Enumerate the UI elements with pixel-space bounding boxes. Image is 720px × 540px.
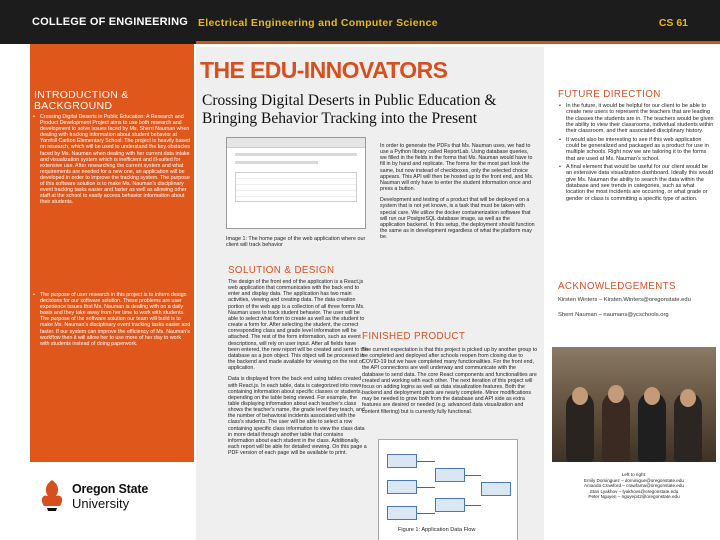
figure-caption: Figure 1: Application Data Flow [398,527,476,533]
finished-heading: FINISHED PRODUCT [362,331,466,342]
diagram-edge [465,475,481,476]
intro-bullets-1 [33,114,191,205]
backend-text [380,143,536,245]
diagram-edge [417,513,435,514]
solution-paragraph: The design of the front end of the application is a React.js web application that communicates with the back end to enter and display data. The application has two main activities, viewing and creating data. The data creation portion of the web app is a collection of all three forms Ms. Nauman uses to track student behavior. The user will be able to select what form to create as well as the student to create a form for. After selecting the student, the correct corresponding class and grade level information will be attached. The rest of the form information, such as event descriptions, will rely on user input. After all fields have been entered, the new report will be created and sent to the database as a json object. This object will be processed in the backend and made available for viewing on the rest of application. [228,279,368,372]
diagram-node [435,468,465,482]
diagram-node [387,506,417,520]
intro-bullet: • Crossing Digital Deserts in Public Education: A Research and Product Development Project aims to use both research and development to solve issues faced by Ms. Sherri Nauman when dealing with tracking information about student behavior at Yamhill Carlton Elementary School. The project is heavily based on research, which will be used to understand the key obstacles faced by Ms. Nauman when dealing with her current data intake and visualization system which is inefficient and ill-suited for extensive use. After researching the current system and what requirements are needed for a new one, an application will be developed in order to improve the tracking system. The purpose of this software solution is to make Ms. Nauman's disciplinary event tracking tasks easier and faster as well as allowing other staff at the school to easily access behavior information about their students. [33,114,191,205]
intro-heading: INTRODUCTION & BACKGROUND [34,89,129,112]
ack-line: Kirsten Winters – Kirsten.Winters@oregonstate.edu [558,297,691,303]
intro-bullet: • The purpose of user research in this project is to inform design decisions for our software solution. These problems are user experience issues that Ms. Nauman is dealing with on a daily basis and they take away from her time to work with students. The purpose of the software solution our team will build is to make Ms. Nauman's disciplinary event tracking tasks easier and faster. If our system can improve the efficiency of Ms. Nauman's workflow then it will allow her to use more of her day to work with students instead of doing paperwork. [33,292,191,347]
diagram-node [387,454,417,468]
finished-text [362,347,538,415]
poster-title: THE EDU-INNOVATORS [200,57,448,83]
acknowledgements-heading: ACKNOWLEDGEMENTS [558,281,676,292]
diagram-edge [417,461,435,462]
course-number: CS 61 [658,17,688,29]
backend-paragraph: Development and testing of a product that will be deployed on a system that is not yet known, is a task that must be taken with special care. We utilize the docker containerization software that will run our PostgreSQL database image, as well as the application backend. In this setup, the deployment should function the same as in development regardless of what the platform may be. [380,197,535,241]
future-bullets [558,103,714,204]
logo-line-1: Oregon State [72,482,149,496]
diagram-edge [465,505,481,506]
future-bullet: • It would also be interesting to see if this web application could be generalized and packaged as a product for use in multiple schools. Right now we are tailoring it to the forms that are used at Ms. Nauman's school. [558,137,714,162]
data-flow-diagram [378,439,518,540]
acknowledgements [558,297,714,326]
team-photo [552,347,716,462]
future-bullet: • In the future, it would be helpful for our client to be able to create new users to represent the teachers that are leading the classes the students are in. The teachers would be given the ability to view their classrooms, individual students within their classroom, and their associated disciplinary history. [558,103,714,135]
osu-seal-icon [38,478,66,512]
poster-subtitle: Crossing Digital Deserts in Public Education & Bringing Behavior Tracking into the Present [202,92,497,127]
solution-paragraph: Data is displayed from the back end using tables created with React.js. In each table, data is categorized into rows containing information about specific classes or students, depending on the table being viewed. For example, the table displaying information about each teacher's class shows the teacher's name, the grade level they teach, and the number of behavioral incidents associated with the class's students. The user will be able to select a row containing specific class information to view the class data in more detail through another table that contains information about each student in the class. Additionally, each report will be able for detailed viewing. On this page a PDF version of each page will be available to print. [228,376,367,457]
left-column [0,44,196,540]
right-column [544,47,720,540]
solution-text [228,279,368,461]
ack-line: Sherri Nauman – naumans@ycschools.org [558,311,669,318]
backend-paragraph: In order to generate the PDFs that Ms. Nauman uses, we had to use a Python library called ReportLab. Using database queries, we filled in the fields in the forms that Ms. Nauman would have to fill in by hand and replicate. The forms for the most part look the same, but now instead of checkboxes, only the selected choice appears. This API will then be hosted up to the front end, and Ms. Nauman will only have to enter the student information once and press a button. [380,143,534,193]
team-caption: Left to right: Emily Dominguez – dominigue@oregonstate.edu Amanda Crawford – crawfama@oregonstate.edu Stan Lyakhov – lyakhovs@oregonstate.edu Peter Nguyen – nguyep42@oregonstate.edu [584,472,684,500]
program-name: Electrical Engineering and Computer Science [198,17,438,29]
poster-header [0,0,720,44]
college-name: COLLEGE OF ENGINEERING [32,16,188,28]
finished-paragraph: The current expectation is that this project is picked up by another group to be completed and deployed after schools reopen from closing due to COVID-19 but we have completed many functionalities. For the front end, the API connections are well underway and communicate with the database to send data. The core React components and functionalities are created and working with each other. The next iteration of this project will focus on adding logins as well as data visualization features. Both the backend and deployment parts are nearly complete. Minor modifications may be needed to grow both from the database and API side as extra features are desired or needed (e.g. advanced data visualization and content filtering) but is currently fully functional. [362,347,538,415]
diagram-node [387,480,417,494]
center-column [196,47,544,540]
image-caption: Image 1: The home page of the web application where our client will track behavior [226,236,366,249]
diagram-edge [417,487,435,488]
screenshot-table [235,172,357,202]
diagram-node [435,498,465,512]
screenshot-toolbar [227,138,365,148]
future-heading: FUTURE DIRECTION [558,89,661,100]
future-bullet: • A final element that would be useful for our client would be an extensive data visualization dashboard. Ideally this would give Ms. Nauman the ability to search the data within the database and see trends in categories, such as what location the most incidents are occurring, or what grade or gender or class is committing a specific type of action. [558,164,714,202]
logo-line-2: University [72,496,130,511]
intro-bullets-2 [33,292,191,347]
homepage-screenshot [226,137,366,229]
college-block [0,0,196,44]
diagram-node [481,482,511,496]
university-logo [38,476,168,516]
solution-heading: SOLUTION & DESIGN [228,265,335,276]
header-rule [196,41,720,44]
